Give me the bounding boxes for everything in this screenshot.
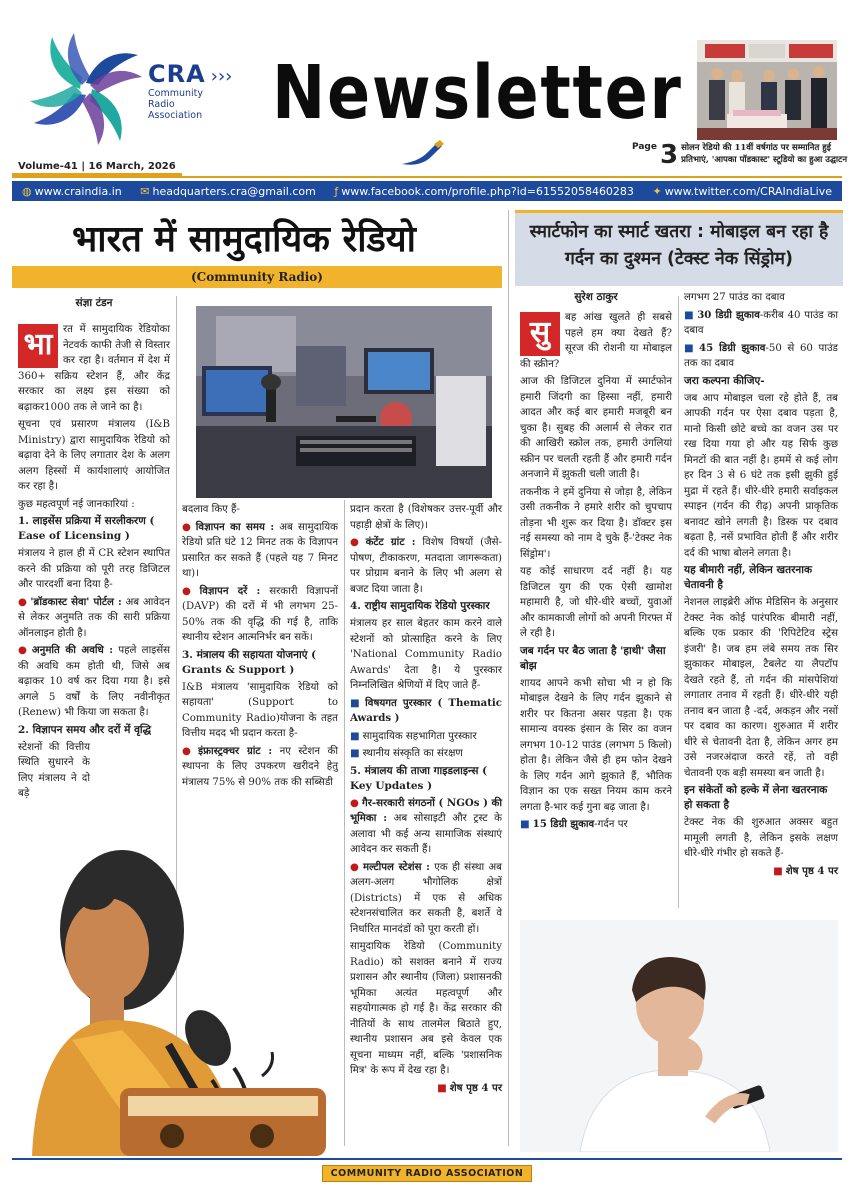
left-byline: संज्ञा टंडन [75,297,113,309]
footer [12,1165,842,1182]
brand-arrows: ››› [210,66,233,87]
left-col-2 [182,502,338,792]
right-dropcap: सु [520,312,560,356]
facebook-link[interactable] [334,185,634,198]
brand-block [148,60,232,121]
contact-bar [12,181,842,201]
globe-icon: ◍ [22,184,32,198]
right-c2-h1: जरा कल्पना कीजिए- [684,374,765,387]
left-article-title: भारत में सामुदायिक रेडियो [72,219,416,260]
facebook-text: www.facebook.com/profile.php?id=61552058460283 [341,184,634,198]
right-c2-b2t: -50 से 60 पाउंड तक का दबाव [684,342,838,369]
left-c1-h2: 2. विज्ञापन समय और दरों में वृद्धि [18,723,152,736]
left-c1-p2: सूचना एवं प्रसारण मंत्रालय (I&B Ministry) द्वारा सामुदायिक रेडियो को बढ़ावा देने के लिए लगातार देश के अलग अलग हिस्सों में कार्यशालाएं आयोजित कर रहा है। [18,419,170,492]
left-c3-h4: 4. राष्ट्रीय सामुदायिक रेडियो पुरस्कार [350,600,490,612]
neck-pain-photo [520,920,838,1152]
left-c3-s2-text: सामुदायिक सहभागिता पुरस्कार [362,730,477,742]
right-c2-b2h: 45 डिग्री झुकाव [699,341,766,354]
column-rule-3 [508,210,509,1146]
left-c3-s3-text: स्थानीय संस्कृति का संरक्षण [362,748,463,759]
left-c2-b2h: विज्ञापन दरें : [199,584,261,597]
right-c2-b1t: -करीब 40 पाउंड का दबाव [684,309,838,336]
pen-icon [398,138,448,168]
left-c2-p1: बदलाव किए हैं- [182,504,240,515]
right-c2-p3: नेशनल लाइब्रेरी ऑफ मेडिसिन के अनुसार टेक्स्ट नेक कोई पारंपरिक बीमारी नहीं, बल्कि एक प्रकार की 'रिपिटेटिव स्ट्रेस इंजरी' है। जब हम लंबे समय तक सिर झुकाकर मोबाइल, टैबलेट या लैपटॉप देखते रहते हैं, तो गर्दन की मांसपेशियां लगातार तनाव में रहती हैं। धीरे-धीरे यही तनाव बन जाता है -दर्द, अकड़न और नसों पर दबाव का कारण। शुरुआत में शरीर धीरे से चेतावनी देता है, लेकिन अगर हम उसे नजरअंदाज करते रहें, तो वही चेतावनी एक बड़ी समस्या बन जाती है। [684,597,838,779]
issue-info: Volume-41 | 16 March, 2026 [12,158,182,176]
right-continued[interactable]: ■ शेष पृष्ठ 4 पर [773,864,838,877]
radio-studio-photo [196,306,492,498]
right-c1-b1h: 15 डिग्री झुकाव [532,818,595,830]
right-article-title: स्मार्टफोन का स्मार्ट खतरा : मोबाइल बन रहा है गर्दन का दुश्मन (टेक्स्ट नेक सिंड्रोम) [529,222,829,269]
right-c2-p1: लगभग 27 पाउंड का दबाव [684,292,785,303]
left-c2-b3: ● इंफ्रास्ट्रक्चर ग्रांट : नए स्टेशन की स्थापना के लिए उपकरण खरीदने हेतु मंत्रालय 75% से 90% तक की सब्सिडी [182,744,338,788]
left-c3-s2: ■ सामुदायिक सहभागिता पुरस्कार [350,730,477,742]
right-col-1 [520,290,672,835]
left-article-subtitle: (Community Radio) [12,266,502,288]
left-c2-b3h: इंफ्रास्ट्रक्चर ग्रांट : [198,744,273,757]
left-c3-b3: ● मल्टीपल स्टेशंस : एक ही संस्था अब अलग-अलग भौगोलिक क्षेत्रों (Districts) में एक से अधिक स्टेशनसंचालित कर सकती है, बशर्ते वे निर्धारित मानदंडों को पूरा करती हों। [350,860,503,935]
twitter-link[interactable] [652,185,832,198]
left-c1-h1: 1. लाइसेंस प्रक्रिया में सरलीकरण ( Ease of Licensing ) [18,515,155,542]
left-c1-b1h: 'ब्रॉडकास्ट सेवा' पोर्टल : [30,595,122,608]
left-c3-p2: मंत्रालय हर साल बेहतर काम करने वाले स्टेशनों को प्रोत्साहित करने के लिए 'National Community Radio Awards' देता है। ये पुरस्कार निम्नलिखित श्रेणियों में दिए जाते हैं- [350,618,502,691]
left-c2-b2: ● विज्ञापन दरें : सरकारी विज्ञापनों (DAVP) की दरों में भी लगभग 25-50% तक की वृद्धि की गई है, ताकि स्थानीय स्टेशन आत्मनिर्भर बन सकें। [182,584,338,643]
right-c2-b1: ■ 30 डिग्री झुकाव-करीब 40 पाउंड का दबाव [684,308,838,336]
left-continued-text: शेष पृष्ठ 4 पर [449,1081,502,1094]
right-c2-b2: ■ 45 डिग्री झुकाव-50 से 60 पाउंड तक का दबाव [684,341,838,369]
left-c3-s1-text: विषयगत पुरस्कार ( Thematic Awards ) [350,696,502,724]
left-c1-p4: मंत्रालय ने हाल ही में CR स्टेशन स्थापित करने की प्रक्रिया को पूरी तरह डिजिटल और पारदर्शी बना दिया है- [18,548,170,590]
masthead-title: Newsletter [272,50,683,136]
right-c1-p1: बह आंख खुलते ही सबसे पहले हम क्या देखते हैं? सूरज की रोशनी या मोबाइल की स्क्रीन? [520,312,672,370]
footer-text: COMMUNITY RADIO ASSOCIATION [322,1165,533,1182]
left-c1-b1t: अब आवेदन से लेकर अनुमति तक की सारी प्रक्रिया ऑनलाइन होती है। [18,596,171,639]
volume-rule [12,176,842,178]
email-link[interactable] [140,185,316,198]
facebook-icon: ƒ [334,184,339,198]
left-c2-b1h: विज्ञापन का समय : [195,520,275,533]
left-continued[interactable]: ■ शेष पृष्ठ 4 पर [437,1081,502,1094]
right-c2-h2: यह बीमारी नहीं, लेकिन खतरनाक चेतावनी है [684,564,813,591]
left-c3-b2t: अब सोसाइटी और ट्रस्ट के अलावा भी कई अन्य सामाजिक संस्थाएं आवेदन कर सकती हैं। [350,813,502,855]
cra-logo-icon [22,30,150,148]
right-c1-p2: आज की डिजिटल दुनिया में स्मार्टफोन हमारी जिंदगी का हिस्सा नहीं, हमारी आदत और कई बार हमारी मजबूरी बन चुका है। सुबह की अलार्म से लेकर रात की आखिरी स्क्रोल तक, हमारी उंगलियां स्क्रीन पर चलती रहती हैं और हमारी गर्दन अनजाने में झुकती चली जाती है। [520,376,672,480]
right-c1-b1: ■ 15 डिग्री झुकाव-गर्दन पर [520,818,628,830]
column-rule-4 [678,296,679,908]
footer-rule [12,1158,842,1160]
brand-sub-2: Radio [148,99,175,110]
page3-line1: सोलन रेडियो की 11वीं वर्षगांठ पर सम्मानित हुई [681,143,831,153]
left-c3-b2: ● गैर-सरकारी संगठनों ( NGOs ) की भूमिका : अब सोसाइटी और ट्रस्ट के अलावा भी कई अन्य सामाजिक संस्थाएं आवेदन कर सकती हैं। [350,796,502,855]
mail-icon: ✉ [140,184,150,198]
page3-number: 3 [659,140,679,170]
left-c2-p2: I&B मंत्रालय 'सामुदायिक रेडियो को सहायता' (Support to Community Radio)योजना के तहत वित्तीय मदद भी प्रदान करता है- [182,681,338,739]
left-c1-p3: कुछ महत्वपूर्ण नई जानकारियां : [18,498,135,510]
left-c3-p1: प्रदान करता है (विशेषकर उत्तर-पूर्वी और पहाड़ी क्षेत्रों के लिए)। [350,504,502,531]
brand-sub-3: Association [148,110,203,121]
right-title-box [515,210,843,286]
right-c1-h1: जब गर्दन पर बैठ जाता है 'हाथी' जैसा बोझ [520,644,666,672]
email-text: headquarters.cra@gmail.com [152,184,316,198]
left-dropcap: भा [18,324,58,368]
left-c1-b2: ● अनुमति की अवधि : पहले लाइसेंस की अवधि कम होती थी, जिसे अब बढ़ाकर 10 वर्ष कर दिया गया है। इसे अगले 5 वर्षों के लिए नवीनीकृत (Renew) भी किया जा सकता है। [18,644,170,718]
left-c3-b1: ● कंटेंट ग्रांट : विशेष विषयों (जैसे- पोषण, टीकाकरण, मतदाता जागरूकता) पर प्रोग्राम बनाने के लिए भी अलग से बजट दिया जाता है। [350,536,502,595]
right-byline: सुरेश ठाकुर [574,291,618,303]
left-c1-b2h: अनुमति की अवधि : [31,644,114,656]
page3-line2: प्रतिभाएं, 'आपका पॉडकास्ट' स्टूडियो का हुआ उद्घाटन [681,155,848,165]
brand-name: CRA [148,60,206,88]
right-c2-b1h: 30 डिग्री झुकाव [697,308,760,321]
left-c2-b1: ● विज्ञापन का समय : अब सामुदायिक रेडियो प्रति घंटे 12 मिनट तक के विज्ञापन प्रसारित कर सकते हैं (पहले यह 7 मिनट था)। [182,520,338,579]
right-c1-p4: यह कोई साधारण दर्द नहीं है। यह डिजिटल युग की एक ऐसी खामोश महामारी है, जो धीरे-धीरे बच्चों, युवाओं और कामकाजी लोगों को अपनी गिरफ्त में ले रही है। [520,566,672,639]
left-c3-h5: 5. मंत्रालय की ताजा गाइडलाइन्स ( Key Updates ) [350,764,488,792]
page3-label: Page [632,142,657,152]
right-c2-p4: टेक्स्ट नेक की शुरुआत अक्सर बहुत मामूली लगती है, लेकिन इसके लक्षण धीरे-धीरे गंभीर हो सकते हैं- [684,817,838,859]
brand-sub-1: Community [148,88,203,99]
left-c3-b2h: गैर-सरकारी संगठनों ( NGOs ) की भूमिका : [350,796,502,824]
issue-date: 16 March, 2026 [88,161,176,172]
page3-teaser[interactable] [632,142,847,168]
left-c1-p1: रत में सामुदायिक रेडियोका नेटवर्क काफी तेजी से विस्तार कर रहा है। वर्तमान में देश में 360+ सक्रिय स्टेशन हैं, और केंद्र सरकार का लक्ष्य इस संख्या को बढ़ाकर1000 तक ले जाने का है। [18,324,170,413]
twitter-text: www.twitter.com/CRAIndiaLive [664,184,832,198]
left-c3-s3: ■ स्थानीय संस्कृति का संरक्षण [350,748,463,759]
website-text: www.craindia.in [34,184,122,198]
left-c2-b1t: अब सामुदायिक रेडियो प्रति घंटे 12 मिनट तक के विज्ञापन प्रसारित कर सकते हैं (पहले यह 7 मिनट था)। [182,521,338,579]
column-rule-2 [344,500,345,1146]
right-c1-p5: शायद आपने कभी सोचा भी न हो कि मोबाइल देखने के लिए गर्दन झुकाने से शरीर पर कितना असर पड़ता है। एक सामान्य वयस्क इंसान के सिर का वजन लगभग 10-12 पाउंड (लगभग 5 किलो) होता है। लेकिन जैसे ही हम फोन देखने के लिए गर्दन आगे झुकाते हैं, भौतिक विज्ञान का एक सख्त नियम काम करने लगता है-भार कई गुना बढ़ जाता है। [520,677,672,813]
left-col-1 [18,296,170,804]
left-c1-b1: ● 'ब्रॉडकास्ट सेवा' पोर्टल : अब आवेदन से लेकर अनुमति तक की सारी प्रक्रिया ऑनलाइन होती है। [18,595,171,639]
left-c1-b2t: पहले लाइसेंस की अवधि कम होती थी, जिसे अब बढ़ाकर 10 वर्ष कर दिया गया है। इसे अगले 5 वर्षों के लिए नवीनीकृत (Renew) भी किया जा सकता है। [18,645,170,718]
right-c1-b1t: -गर्दन पर [594,819,628,830]
right-continued-text: शेष पृष्ठ 4 पर [785,864,838,877]
left-c2-h3: 3. मंत्रालय की सहायता योजनाएं ( Grants & Support ) [182,648,317,676]
left-c1-p5: स्टेशनों की वित्तीय स्थिति सुधारने के लिए मंत्रालय ने दो बड़े [18,741,90,799]
right-c1-p3: तकनीक ने हमें दुनिया से जोड़ा है, लेकिन उसी तकनीक ने हमारे शरीर को चुपचाप तोड़ना भी शुरू कर दिया है। डॉक्टर इस नई समस्या को नाम दे चुके हैं-'टेक्स्ट नेक सिंड्रोम'। [520,486,672,560]
left-c3-b1t: विशेष विषयों (जैसे- पोषण, टीकाकरण, मतदाता जागरूकता) पर प्रोग्राम बनाने के लिए भी अलग से बजट दिया जाता है। [350,537,502,595]
left-c3-s1: ■ विषयगत पुरस्कार ( Thematic Awards ) [350,696,502,724]
event-photo [697,40,837,140]
radio-host-illustration [12,840,342,1156]
right-c2-h3: इन संकेतों को हल्के में लेना खतरनाक हो सकता है [684,784,828,811]
twitter-icon: ✦ [652,184,662,198]
right-c2-p2: जब आप मोबाइल चला रहे होते हैं, तब आपकी गर्दन पर ऐसा दबाव पड़ता है, मानो किसी छोटे बच्चे का वजन उस पर रख दिया गया हो और यह सिर्फ कुछ मिनटों की बात नहीं है। हममें से कई लोग हर दिन 3 से 6 घंटे तक इसी झुकी हुई मुद्रा में रहते हैं। धीरे-धीरे हमारी सर्वाइकल स्पाइन (गर्दन की रीढ़) अपनी प्राकृतिक बनावट खोने लगती है। डिस्क पर दबाव बढ़ता है, नसें प्रभावित होती हैं और शरीर दर्द की भाषा बोलने लगता है। [684,392,838,559]
website-link[interactable] [22,185,122,198]
left-c2-b3t: नए स्टेशन की स्थापना के लिए उपकरण खरीदने हेतु मंत्रालय 75% से 90% तक की सब्सिडी [182,745,338,788]
right-col-2 [684,290,838,881]
left-col-3 [350,502,502,1098]
left-c2-b2t: सरकारी विज्ञापनों (DAVP) की दरों में भी लगभग 25-50% तक की वृद्धि की गई है, ताकि स्थानीय स्टेशन आत्मनिर्भर बन सकें। [182,585,338,643]
left-c3-p3: सामुदायिक रेडियो (Community Radio) को सशक्त बनाने में राज्य प्रशासन और स्थानीय (जिला) प्रशासनकी भूमिका अत्यंत महत्वपूर्ण और सहयोगात्मक हो गई है। केंद्र सरकार की नीतियों के साथ तालमेल बिठाते हुए, स्थानीय प्रशासन अब इसे केवल एक सूचना माध्यम नहीं, बल्कि 'प्रशासनिक मित्र' के रूप में देख रहा है। [350,941,502,1076]
left-c3-b3t: एक ही संस्था अब अलग-अलग भौगोलिक क्षेत्रों (Districts) में एक से अधिक स्टेशनसंचालित कर सकती है, बशर्ते वे निर्धारित मानदंडों को पूरा करती हों। [350,861,503,935]
left-c3-b3h: मल्टीपल स्टेशंस : [362,860,430,873]
left-c3-b1h: कंटेंट ग्रांट : [365,536,416,548]
issue-volume: Volume-41 [18,161,78,172]
